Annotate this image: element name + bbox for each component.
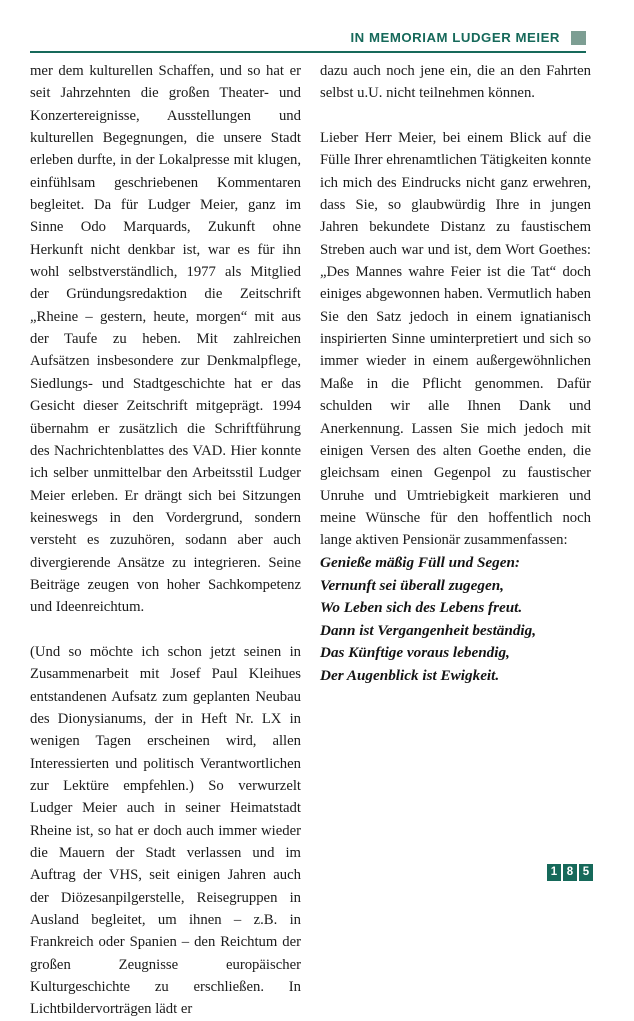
header-divider xyxy=(30,51,586,53)
paragraph: Lieber Herr Meier, bei einem Blick auf die Fülle Ihrer ehrenamtlichen Tätigkeiten konnte ich mich des Eindrucks nicht ganz erwehren, dass Sie, so glaubwürdig Ihre in jungen Jahren bekundete Distanz zu faustischem Streben auch war und ist, dem Wort Goethes: „Des Mannes wahre Feier ist die Tat“ doch einiges abgewonnen haben. Vermutlich haben Sie den Satz jedoch in einem ignatianisch inspirierten Sinne uminterpretiert und sich so immer wieder in einem außergewöhnlichen Maße in die Pflicht genommen. Dafür schulden wir alle Ihnen Dank und Anerkennung. Lassen Sie mich jedoch mit einigen Versen des alten Goethe enden, die gleichsam einen Gegenpol zu faustischer Unruhe und Umtriebigkeit markieren und meine Wünsche für den hoffentlich noch lange aktiven Pensionär zusammenfassen: xyxy=(320,130,591,549)
paragraph: mer dem kulturellen Schaffen, und so hat er seit Jahrzehnten die großen Theater- und Konzertereignisse, Ausstellungen und kulturellen Begegnungen, die unsere Stadt erleben durfte, in der Lokalpresse mit klugen, einfühlsam geschriebenen Kommentaren begleitet. Da für Ludger Meier, ganz im Sinne Odo Marquards, Zukunft ohne Herkunft nicht denkbar ist, war es für ihn wohl selbstverständlich, 1977 als Mitglied der Gründungsredaktion die Zeitschrift „Rheine – gestern, heute, morgen“ mit aus der Taufe zu heben. Mit zahlreichen Aufsätzen insbesondere zur Denkmalpflege, Siedlungs- und Stadtgeschichte hat er das Gesicht dieser Zeitschrift mitgeprägt. 1994 übernahm er zusätzlich die Schriftführung des Nachrichtenblattes des VAD. Hier konnte ich selber unmittelbar den Arbeitsstil Ludger Meier erleben. Er drängt sich bei Sitzungen keineswegs in den Vordergrund, sondern versteht es zuzuhören, sodann aber auch divergierende Ansätze zu integrieren. Seine Beiträge zeugen von hoher Sachkompetenz und Ideenreichtum. xyxy=(30,63,301,616)
text-column-left xyxy=(30,60,301,1021)
page-number-digit: 1 xyxy=(547,864,561,881)
verse-line: Das Künftige voraus lebendig, xyxy=(320,644,510,662)
verse-line: Vernunft sei überall zugegen, xyxy=(320,576,504,594)
text-column-right xyxy=(320,60,591,552)
verse-line: Genieße mäßig Füll und Segen: xyxy=(320,554,520,571)
page-number-digit: 8 xyxy=(563,864,577,881)
running-header-title: IN MEMORIAM LUDGER MEIER xyxy=(350,29,560,45)
verse-line: Der Augenblick ist Ewigkeit. xyxy=(320,666,500,684)
verse-line: Dann ist Vergangenheit beständig, xyxy=(320,621,537,639)
running-header xyxy=(30,27,586,48)
paragraph: (Und so möchte ich schon jetzt seinen in Zusammenarbeit mit Josef Paul Kleihues entstandenen Aufsatz zum geplanten Neubau des Dionysianums, der in Heft Nr. LX in wenigen Tagen erscheinen wird, allen Interessierten und politisch Verantwortlichen zur Lektüre empfehlen.) So verwurzelt Ludger Meier auch in seiner Heimatstadt Rheine ist, so hat er doch auch immer wieder die Mauern der Stadt verlassen und im Auftrag der VHS, seit einigen Jahren auch der Diözesanpilgerstelle, Reisegruppen in Ausland begleitet, um ihnen – z.B. in Frankreich oder Spanien – den Reichtum der großen Zeugnisse europäischer Kulturgeschichte zu erschließen. In Lichtbildervorträgen lädt er xyxy=(30,643,301,1018)
verse-block xyxy=(320,552,591,688)
page-number-digit: 5 xyxy=(579,864,593,881)
page-number xyxy=(547,864,593,881)
verse-line: Wo Leben sich des Lebens freut. xyxy=(320,599,523,617)
paragraph: dazu auch noch jene ein, die an den Fahrten selbst u.U. nicht teilnehmen können. xyxy=(320,63,591,102)
filled-square-icon xyxy=(571,31,586,45)
